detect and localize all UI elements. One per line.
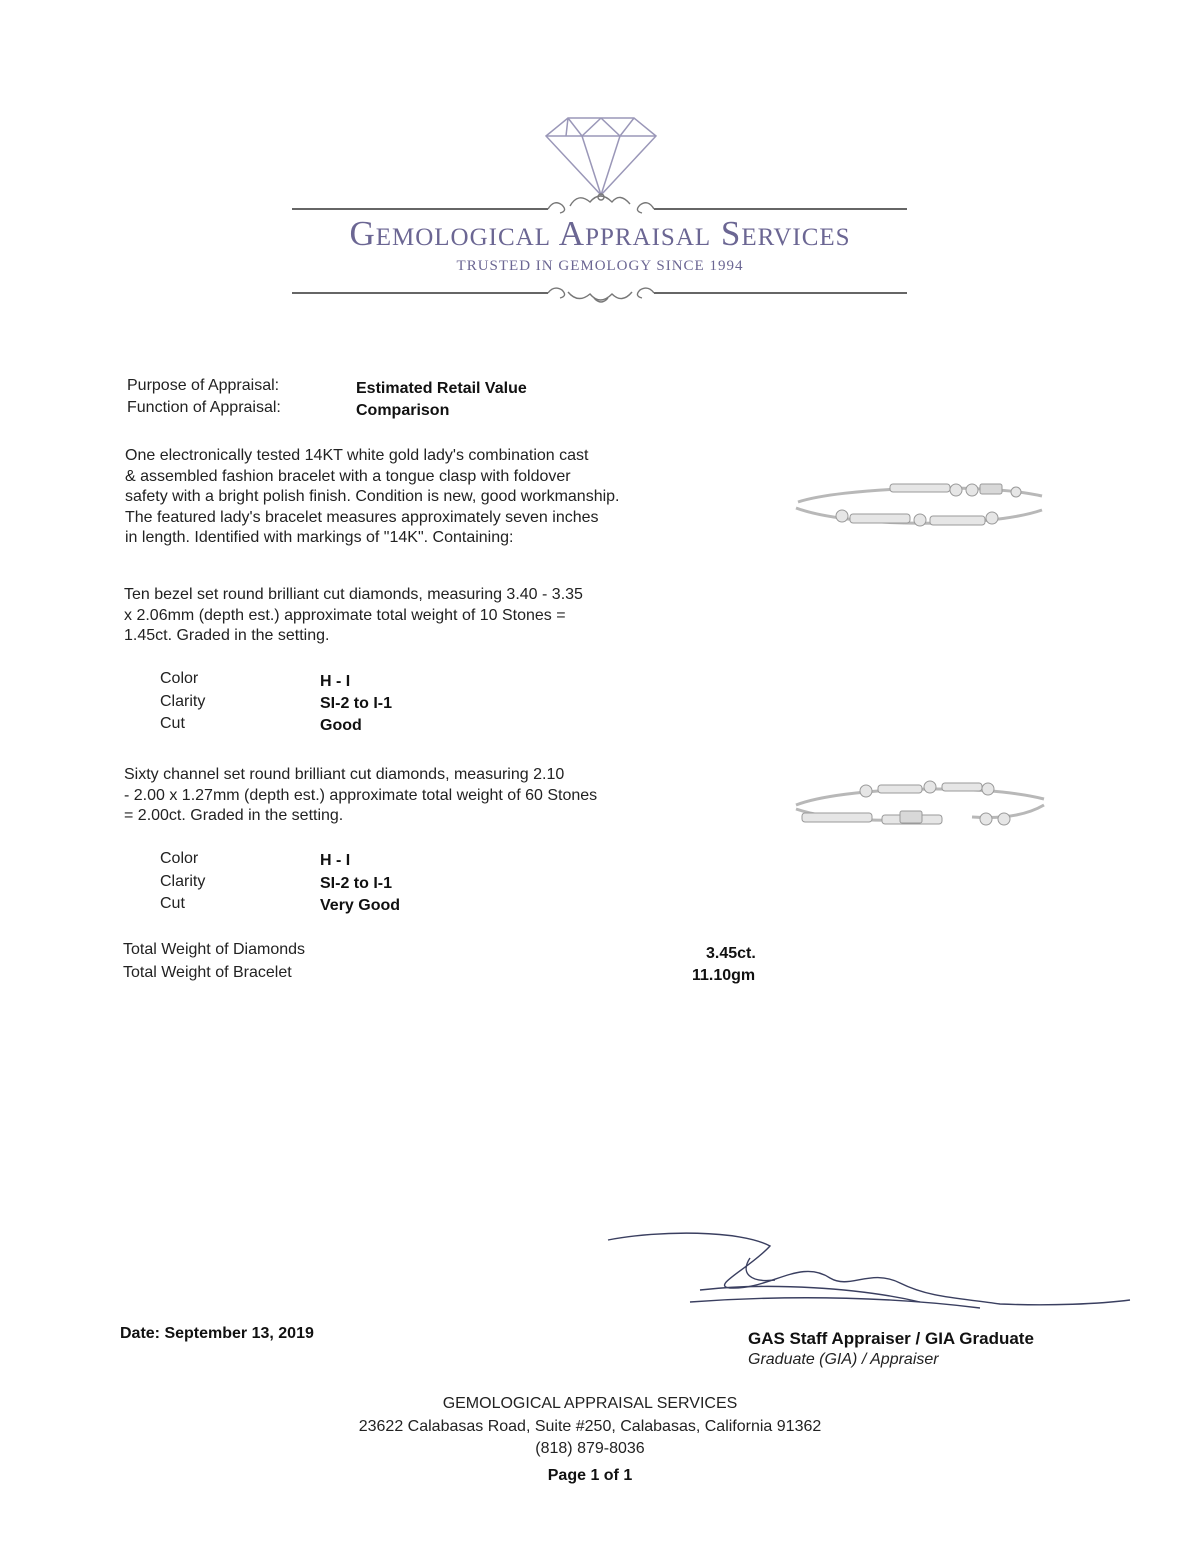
footer-phone: (818) 879-8036 xyxy=(535,1440,645,1457)
grade-label-clarity: Clarity xyxy=(160,693,206,710)
grade-label-cut: Cut xyxy=(160,715,185,732)
grade-value-cut: Good xyxy=(320,717,362,734)
grade-label-cut: Cut xyxy=(160,895,185,912)
grade-value-clarity: SI-2 to I-1 xyxy=(320,875,393,892)
stone-line: - 2.00 x 1.27mm (depth est.) approximate total weight of 60 Stones xyxy=(124,786,598,804)
company-name: Gemological Appraisal Services xyxy=(349,214,851,253)
stone-line: 1.45ct. Graded in the setting. xyxy=(124,627,330,644)
function-label: Function of Appraisal: xyxy=(127,399,281,416)
diamond-logo-icon xyxy=(0,0,1200,340)
grade-value-color: H - I xyxy=(320,673,351,690)
appraisal-date: Date: September 13, 2019 xyxy=(120,1325,314,1342)
grade-value-clarity: SI-2 to I-1 xyxy=(320,695,393,712)
footer-company: GEMOLOGICAL APPRAISAL SERVICES xyxy=(442,1395,738,1412)
company-logo xyxy=(0,0,1200,340)
total-bracelet-value: 11.10gm xyxy=(692,967,756,984)
stone-line: Sixty channel set round brilliant cut diamonds, measuring 2.10 xyxy=(124,766,565,783)
stone-line: = 2.00ct. Graded in the setting. xyxy=(124,807,344,824)
purpose-label: Purpose of Appraisal: xyxy=(127,377,280,394)
footer-address: 23622 Calabasas Road, Suite #250, Calabasas, California 91362 xyxy=(358,1418,822,1435)
grade-value-color: H - I xyxy=(320,852,351,869)
page-number: Page 1 of 1 xyxy=(547,1467,633,1484)
stone-group-2-description xyxy=(124,765,597,827)
total-bracelet-label: Total Weight of Bracelet xyxy=(123,964,292,981)
appraiser-subtitle: Graduate (GIA) / Appraiser xyxy=(748,1351,939,1368)
description-line: & assembled fashion bracelet with a tongue clasp with foldover xyxy=(125,467,571,485)
item-description xyxy=(125,446,619,549)
bracelet-photo-open-clasp xyxy=(782,775,1057,840)
appraiser-signature xyxy=(600,1228,1140,1318)
purpose-value: Estimated Retail Value xyxy=(356,380,527,397)
grade-label-color: Color xyxy=(160,850,199,867)
function-value: Comparison xyxy=(356,402,450,419)
grade-label-clarity: Clarity xyxy=(160,873,206,890)
company-tagline: TRUSTED IN GEMOLOGY SINCE 1994 xyxy=(456,258,744,274)
description-line: One electronically tested 14KT white gold lady's combination cast xyxy=(125,447,589,464)
total-diamonds-value: 3.45ct. xyxy=(706,945,756,962)
grade-label-color: Color xyxy=(160,670,199,687)
description-line: The featured lady's bracelet measures approximately seven inches xyxy=(125,508,599,526)
stone-line: x 2.06mm (depth est.) approximate total weight of 10 Stones = xyxy=(124,606,566,624)
description-line: in length. Identified with markings of "14K". Containing: xyxy=(125,529,514,546)
description-line: safety with a bright polish finish. Condition is new, good workmanship. xyxy=(125,488,620,505)
total-diamonds-label: Total Weight of Diamonds xyxy=(123,941,306,958)
appraiser-title: GAS Staff Appraiser / GIA Graduate xyxy=(748,1329,1034,1348)
grade-value-cut: Very Good xyxy=(320,897,401,914)
stone-line: Ten bezel set round brilliant cut diamonds, measuring 3.40 - 3.35 xyxy=(124,586,583,603)
bracelet-photo-closed xyxy=(780,470,1060,540)
stone-group-1-description xyxy=(124,585,583,647)
